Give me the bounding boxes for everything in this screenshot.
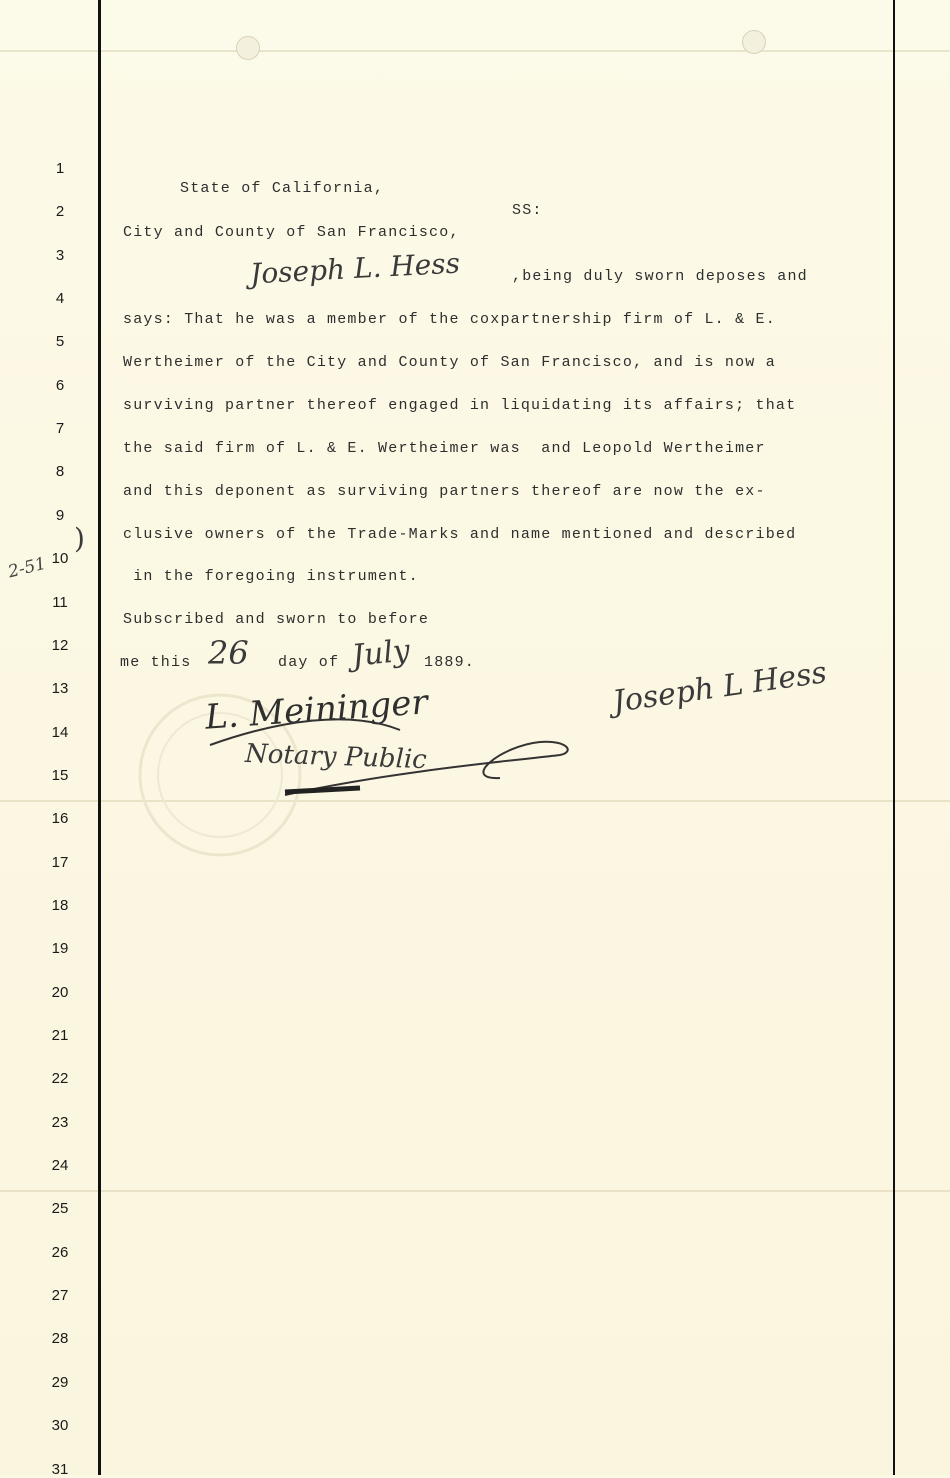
notary-flourish	[200, 700, 580, 810]
line-number: 21	[51, 1027, 69, 1044]
ss-mark: SS:	[512, 202, 543, 219]
margin-bracket: )	[74, 522, 85, 555]
punch-hole	[742, 30, 766, 54]
line-number: 6	[55, 376, 65, 394]
line-number: 24	[51, 1157, 69, 1175]
venue-county: City and County of San Francisco,	[123, 224, 460, 241]
margin-note: 2-51	[6, 553, 49, 583]
line-number: 1	[55, 160, 65, 177]
notary-signature: L. Meininger	[203, 682, 429, 738]
line-number: 26	[51, 1243, 69, 1261]
line-number: 23	[51, 1113, 69, 1131]
notary-title: Notary Public	[244, 738, 428, 776]
line-number: 25	[51, 1200, 69, 1218]
jurat-day-handwritten: 26	[208, 634, 249, 672]
line-number: 2	[55, 203, 65, 221]
affiant-name-handwritten: Joseph L. Hess	[249, 246, 461, 291]
line-number: 31	[51, 1460, 69, 1478]
line-number: 12	[51, 636, 69, 654]
body-line: and this deponent as surviving partners thereof are now the ex-	[123, 483, 766, 500]
jurat-me-this: me this	[120, 654, 192, 671]
line-number: 28	[51, 1330, 69, 1348]
line-number: 4	[55, 290, 65, 308]
line-number: 16	[51, 810, 69, 828]
line-number: 5	[55, 333, 65, 351]
venue-state: State of California,	[180, 180, 385, 197]
jurat-month-handwritten: July	[350, 633, 412, 674]
jurat-line: Subscribed and sworn to before	[123, 611, 430, 628]
jurat-day-of: day of	[278, 654, 340, 671]
line-number: 22	[51, 1070, 69, 1088]
line-number: 17	[51, 853, 69, 871]
line-number: 30	[51, 1417, 69, 1435]
line-number: 15	[51, 766, 69, 784]
body-line: in the foregoing instrument.	[123, 568, 419, 585]
body-line: ,being duly sworn deposes and	[512, 268, 808, 285]
line-number: 8	[55, 463, 65, 481]
line-number: 27	[51, 1287, 69, 1305]
line-number: 10	[51, 550, 69, 568]
line-number: 14	[51, 723, 69, 741]
jurat-year: 1889.	[424, 654, 476, 671]
line-number: 3	[55, 246, 65, 264]
body-line: says: That he was a member of the coxpartnership firm of L. & E.	[123, 311, 776, 328]
right-margin-rule	[893, 0, 895, 1475]
fold-crease	[0, 1190, 950, 1192]
line-number: 18	[51, 896, 69, 914]
body-line: surviving partner thereof engaged in liquidating its affairs; that	[123, 397, 797, 414]
line-number: 7	[55, 420, 65, 438]
line-number: 11	[52, 593, 68, 611]
line-number: 9	[55, 506, 65, 524]
body-line: the said firm of L. & E. Wertheimer was and Leopold Wertheimer	[123, 440, 766, 457]
body-line: clusive owners of the Trade-Marks and name mentioned and described	[123, 526, 797, 543]
affiant-signature: Joseph L Hess	[610, 655, 829, 720]
body-line: Wertheimer of the City and County of San Francisco, and is now a	[123, 354, 776, 371]
fold-crease	[0, 50, 950, 52]
line-number: 20	[51, 983, 69, 1001]
punch-hole	[236, 36, 260, 60]
left-margin-rule	[98, 0, 101, 1475]
line-number: 19	[51, 940, 69, 958]
line-number: 29	[51, 1373, 69, 1391]
line-number: 13	[51, 680, 69, 698]
